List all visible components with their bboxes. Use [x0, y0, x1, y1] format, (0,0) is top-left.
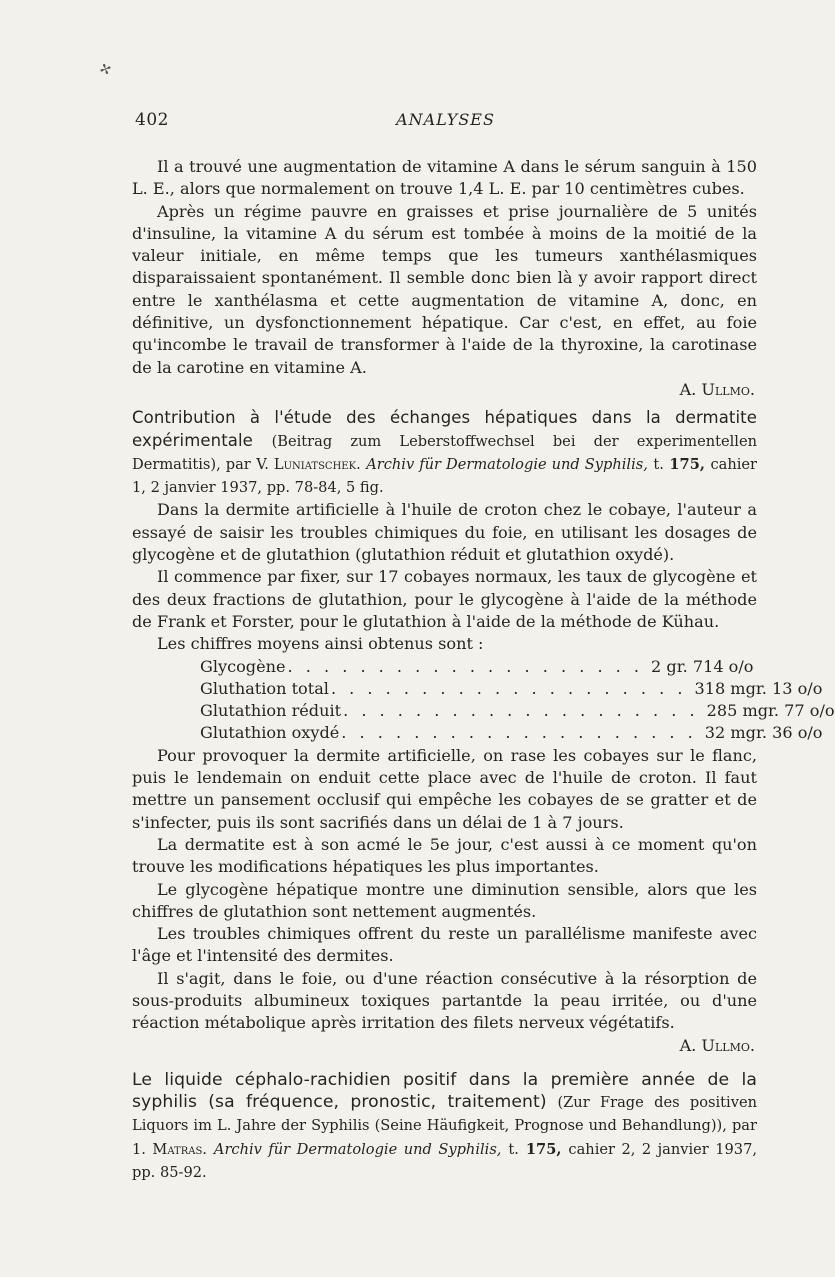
issue-details: cahier 2, 2 janvier 1937, pp. 85-92.: [132, 1140, 758, 1182]
issue-details: cahier 1, 2 janvier 1937, pp. 78-84, 5 fig.: [132, 455, 758, 497]
table-row: [200, 722, 823, 744]
paragraph: Après un régime pauvre en graisses et prise journalière de 5 unités d'insuline, la vitamine A du sérum est tombée à moins de la moitié de la valeur initiale, en même temps que les tumeurs xanthélasmiques disparaissaient spontanément. Il semble donc bien là y avoir rapport direct entre le xanthélasma et cette augmentation de vitamine A, donc, en définitive, un dysfonctionnement hépatique. Car c'est, en effet, au foie qu'incombe le travail de transformer à l'aide de la thyroxine, la carotinase de la carotine en vitamine A.: [132, 201, 757, 377]
signature: A. Ullmo.: [679, 379, 755, 399]
table-value: 318 mgr. 13 o/o: [694, 678, 823, 698]
article-csf-syphilis: [132, 1069, 757, 1184]
article-heading: [132, 1069, 757, 1184]
paragraph: Il commence par fixer, sur 17 cobayes normaux, les taux de glycogène et des deux fractions de glutathion, pour le glycogène à l'aide de la méthode de Frank et Forster, pour le glutathion à l'aide de la méthode de Kühau.: [132, 567, 757, 631]
table-row: [200, 700, 835, 722]
paragraph: Il s'agit, dans le foie, ou d'une réaction consécutive à la résorption de sous-produits albumineux toxiques partantde la peau irritée, ou d'une réaction métabolique après irritation des filets nerveux végétatifs.: [132, 968, 757, 1033]
running-head: ANALYSES: [396, 110, 495, 129]
article-author: 1. Matras.: [132, 1140, 207, 1158]
ink-mark: ✢: [97, 60, 115, 80]
page-number: 402: [135, 110, 169, 130]
article-original-title: (Zur Frage des positiven Liquors im L. Jahre der Syphilis (Seine Häufigkeit, Prognose und Behandlung)), par: [132, 1094, 757, 1135]
table-row: [200, 656, 754, 678]
table-label: Glutathion oxydé: [200, 723, 340, 743]
paragraph: Les troubles chimiques offrent du reste un parallélisme manifeste avec l'âge et l'intensité des dermites.: [132, 924, 757, 966]
article-continued: [132, 156, 757, 401]
journal-name: Archiv für Dermatologie und Syphilis,: [213, 1140, 502, 1158]
volume-prefix: t.: [508, 1140, 519, 1158]
table-label: Glycogène: [200, 656, 286, 676]
leader-dots: . . . . . . . . . . . . . . . . . . . .: [341, 723, 697, 743]
page-body: [132, 156, 835, 1184]
leader-dots: . . . . . . . . . . . . . . . . . . . .: [330, 678, 687, 698]
table-row: [200, 678, 823, 700]
signature: A. Ullmo.: [679, 1035, 755, 1055]
paragraph: Pour provoquer la dermite artificielle, on rase les cobayes sur le flanc, puis le lendemain on enduit cette place avec de l'huile de croton. Il faut mettre un pansement occlusif qui empêche les cobayes de se gratter et de s'infecter, puis ils sont sacrifiés dans un délai de 1 à 7 jours.: [132, 745, 757, 832]
article-title: Contribution à l'étude des échanges hépatiques dans la dermatite expérimentale: [132, 408, 757, 450]
table-label: Gluthation total: [200, 678, 329, 698]
leader-dots: . . . . . . . . . . . . . . . . . . . .: [343, 701, 699, 721]
page-header: [135, 110, 756, 136]
volume-number: 175,: [525, 1140, 562, 1158]
paragraph: Les chiffres moyens ainsi obtenus sont :: [157, 634, 484, 654]
article-original-title: (Beitrag zum Leberstoffwechsel bei der experimentellen Dermatitis), par: [132, 432, 757, 473]
paragraph: Dans la dermite artificielle à l'huile de croton chez le cobaye, l'auteur a essayé de saisir les troubles chimiques du foie, en utilisant les dosages de glycogène et de glutathion (glutathion réduit et glutathion oxydé).: [132, 500, 757, 565]
volume-number: 175,: [669, 455, 705, 473]
article-author: V. Luniatschek.: [256, 455, 361, 473]
paragraph: Il a trouvé une augmentation de vitamine A dans le sérum sanguin à 150 L. E., alors que normalement on trouve 1,4 L. E. par 10 centimètres cubes.: [132, 157, 757, 199]
results-table: [200, 656, 835, 745]
journal-name: Archiv für Dermatologie und Syphilis,: [366, 455, 648, 473]
article-hepatic-exchanges: [132, 407, 835, 1057]
volume-prefix: t.: [653, 455, 664, 473]
table-value: 32 mgr. 36 o/o: [704, 723, 823, 743]
paragraph: La dermatite est à son acmé le 5e jour, c'est aussi à ce moment qu'on trouve les modifications hépatiques les plus importantes.: [132, 834, 757, 877]
article-title: Le liquide céphalo-rachidien positif dans la première année de la syphilis (sa fréquence, pronostic, traitement): [132, 1069, 757, 1113]
article-heading: [132, 407, 757, 499]
table-label: Glutathion réduit: [200, 701, 342, 721]
table-value: 2 gr. 714 o/o: [651, 656, 754, 676]
leader-dots: . . . . . . . . . . . . . . . . . . . .: [287, 656, 644, 676]
table-value: 285 mgr. 77 o/o: [706, 701, 835, 721]
paragraph: Le glycogène hépatique montre une diminution sensible, alors que les chiffres de glutathion sont nettement augmentés.: [132, 879, 757, 921]
